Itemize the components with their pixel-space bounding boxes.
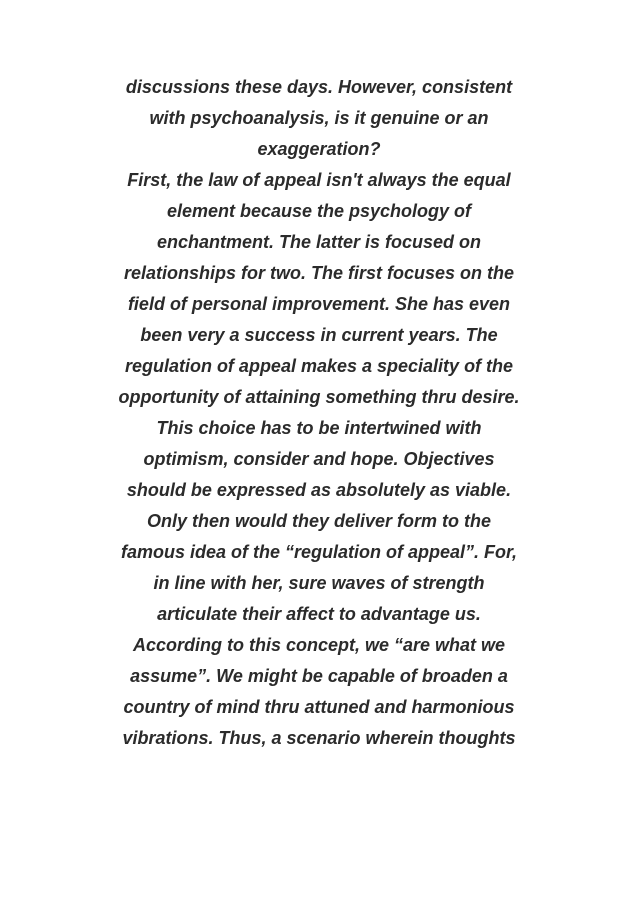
text-line: been very a success in current years. The [140, 325, 498, 345]
text-line: vibrations. Thus, a scenario wherein thoughts [122, 728, 516, 748]
text-line: in line with her, sure waves of strength [153, 573, 485, 593]
text-line: According to this concept, we “are what we [132, 635, 506, 655]
body-text [60, 72, 578, 754]
text-line: discussions these days. However, consistent [125, 77, 513, 97]
text-line: assume”. We might be capable of broaden a [130, 666, 508, 686]
text-line: with psychoanalysis, is it genuine or an [149, 108, 489, 128]
text-line: famous idea of the “regulation of appeal”. For, [120, 542, 518, 562]
text-line: opportunity of attaining something thru desire. [118, 387, 520, 407]
text-line: exaggeration? [257, 139, 381, 159]
text-line: optimism, consider and hope. Objectives [143, 449, 495, 469]
text-line: country of mind thru attuned and harmonious [123, 697, 515, 717]
text-line: should be expressed as absolutely as viable. [126, 480, 512, 500]
text-line: relationships for two. The first focuses on the [123, 263, 515, 283]
text-line: First, the law of appeal isn't always the equal [127, 170, 511, 190]
text-line: enchantment. The latter is focused on [156, 232, 482, 252]
text-line: This choice has to be intertwined with [156, 418, 482, 438]
text-line: element because the psychology of [166, 201, 472, 221]
text-line: articulate their affect to advantage us. [157, 604, 481, 624]
text-line: Only then would they deliver form to the [146, 511, 492, 531]
text-line: field of personal improvement. She has even [127, 294, 511, 314]
text-line: regulation of appeal makes a speciality of the [124, 356, 514, 376]
